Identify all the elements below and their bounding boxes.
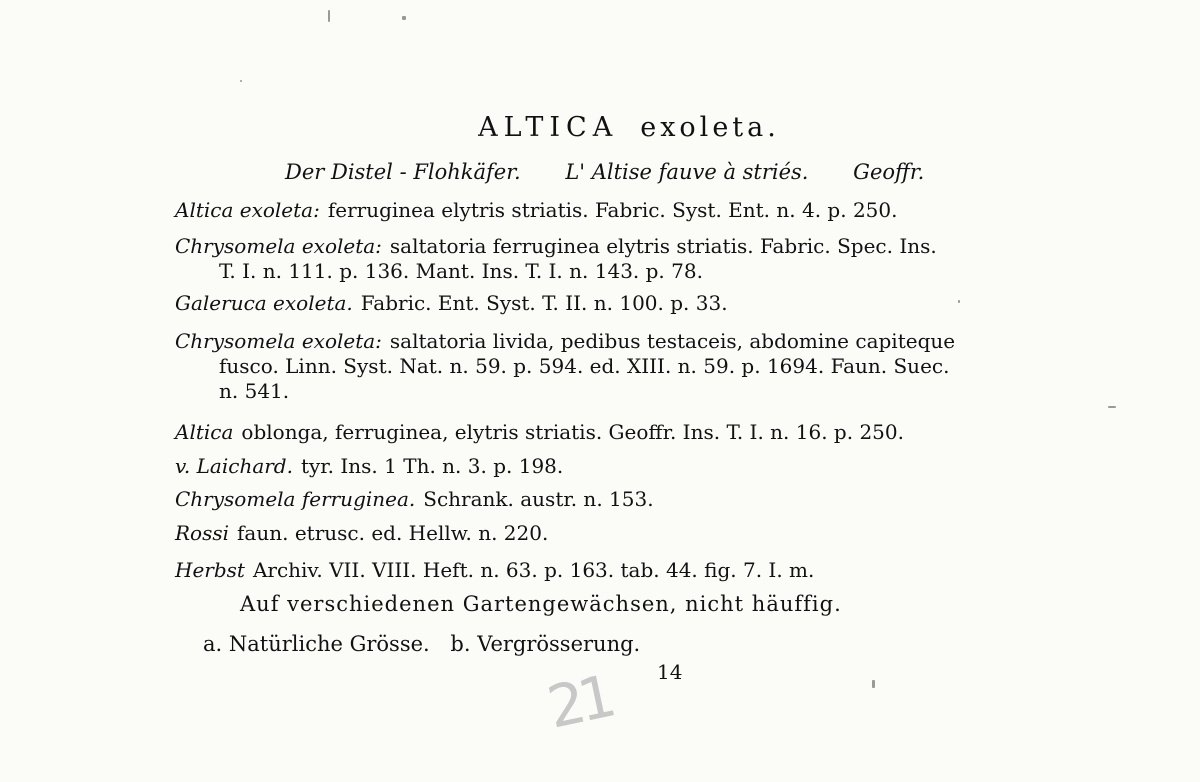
french-common-name: L' Altise fauve à striés. [565,160,809,184]
synonym-text: Schrank. austr. n. 153. [423,487,654,511]
synonym-text: faun. etrusc. ed. Hellw. n. 220. [237,521,549,545]
page-number: 14 [657,660,683,684]
paper-speck [1108,406,1116,408]
paper-speck [958,300,960,303]
synonym-name: Herbst [175,558,245,582]
synonym-name: Chrysomela exoleta: [175,234,382,258]
german-common-name: Der Distel - Flohkäfer. [285,160,521,184]
synonym-name: Chrysomela exoleta: [175,329,382,353]
synonym-continuation: T. I. n. 111. p. 136. Mant. Ins. T. I. n. 143. p. 78. [219,259,703,283]
paper-speck [872,680,875,688]
legend-natural-size: a. Natürliche Grösse. [203,632,430,656]
synonym-entry [175,454,1105,479]
synonym-entry [175,234,1105,284]
synonym-text: saltatoria livida, pedibus testaceis, abdomine capiteque [389,329,956,353]
synonym-entry [175,198,1105,223]
synonym-continuation: fusco. Linn. Syst. Nat. n. 59. p. 594. ed. XIII. n. 59. p. 1694. Faun. Suec. [219,354,950,378]
synonym-text: Archiv. VII. VIII. Heft. n. 63. p. 163. tab. 44. fig. 7. I. m. [252,558,815,582]
synonym-name: Altica [175,420,234,444]
synonym-name: Altica exoleta: [175,198,320,222]
synonym-entry [175,329,1105,404]
genus-name: ALTICA [478,112,619,143]
common-names [285,160,924,184]
synonym-text: Fabric. Ent. Syst. T. II. n. 100. p. 33. [360,291,728,315]
handwritten-number: 21 [541,662,617,742]
species-title [0,112,1200,143]
synonym-name: Chrysomela ferruginea. [175,487,416,511]
synonym-continuation: n. 541. [219,379,290,403]
synonym-text: saltatoria ferruginea elytris striatis. Fabric. Spec. Ins. [389,234,937,258]
synonym-entry [175,291,1105,316]
habitat-note: Auf verschiedenen Gartengewächsen, nicht häuffig. [240,592,842,616]
synonym-text: tyr. Ins. 1 Th. n. 3. p. 198. [300,454,564,478]
legend-magnification: b. Vergrösserung. [450,632,641,656]
synonym-name: Galeruca exoleta. [175,291,353,315]
synonym-entry [175,487,1105,512]
synonym-name: v. Laichard. [175,454,293,478]
species-name: exoleta. [640,112,780,143]
synonym-name: Rossi [175,521,230,545]
paper-speck [240,80,242,82]
synonym-entry [175,420,1105,445]
paper-speck [402,16,406,20]
paper-speck [328,10,330,22]
synonym-entry [175,521,1105,546]
common-name-author: Geoffr. [853,160,925,184]
figure-legend [203,632,654,656]
synonym-text: oblonga, ferruginea, elytris striatis. Geoffr. Ins. T. I. n. 16. p. 250. [241,420,904,444]
synonym-text: ferruginea elytris striatis. Fabric. Syst. Ent. n. 4. p. 250. [327,198,898,222]
synonym-entry [175,558,1105,583]
